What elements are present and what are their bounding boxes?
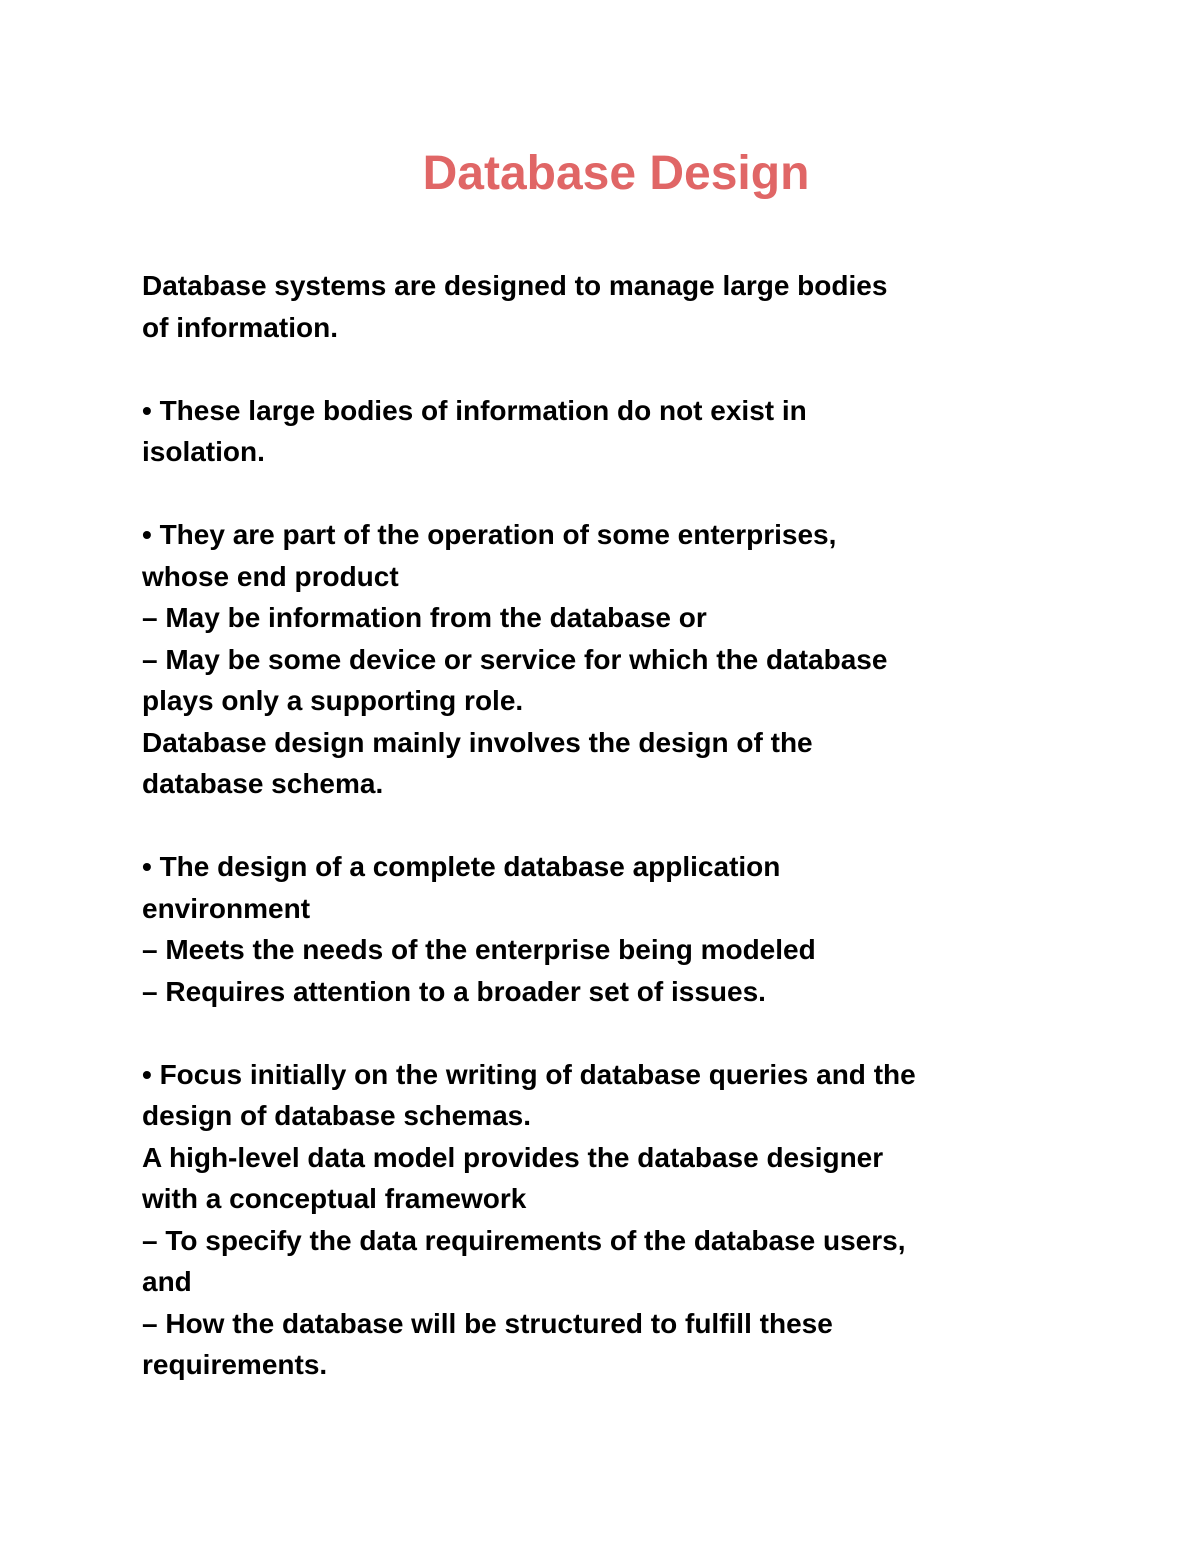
document-body — [142, 265, 1042, 1386]
text-line: database schema. — [142, 768, 384, 799]
dash-line: – How the database will be structured to fulfill these — [142, 1307, 833, 1339]
text-line: of information. — [142, 311, 338, 343]
bullet-line: • These large bodies of information do not exist in — [142, 394, 807, 426]
text-line: isolation. — [142, 436, 265, 467]
dash-line: – May be information from the database or — [142, 602, 707, 633]
text-line: with a conceptual framework — [142, 1183, 527, 1214]
text-line: design of database schemas. — [142, 1100, 532, 1131]
blank-line — [142, 805, 1042, 847]
text-line: Database systems are designed to manage large bodies — [142, 270, 888, 301]
dash-line: – Requires attention to a broader set of issues. — [142, 975, 766, 1007]
text-line: environment — [142, 892, 311, 924]
bullet-line: • The design of a complete database application — [142, 851, 781, 882]
text-line: requirements. — [142, 1349, 328, 1380]
bullet-line: • Focus initially on the writing of database queries and the — [142, 1058, 916, 1090]
blank-line — [142, 473, 1042, 515]
blank-line — [142, 348, 1042, 390]
text-line: plays only a supporting role. — [142, 685, 524, 716]
text-line: whose end product — [142, 560, 399, 592]
blank-line — [142, 1012, 1042, 1054]
text-line: Database design mainly involves the design of the — [142, 726, 813, 758]
document-title: Database Design — [422, 147, 810, 200]
bullet-line: • They are part of the operation of some enterprises, — [142, 519, 837, 550]
dash-line: – To specify the data requirements of the database users, — [142, 1224, 906, 1256]
text-line: and — [142, 1266, 192, 1297]
dash-line: – Meets the needs of the enterprise being modeled — [142, 934, 816, 965]
dash-line: – May be some device or service for which the database — [142, 643, 888, 675]
text-line: A high-level data model provides the database designer — [142, 1141, 884, 1173]
